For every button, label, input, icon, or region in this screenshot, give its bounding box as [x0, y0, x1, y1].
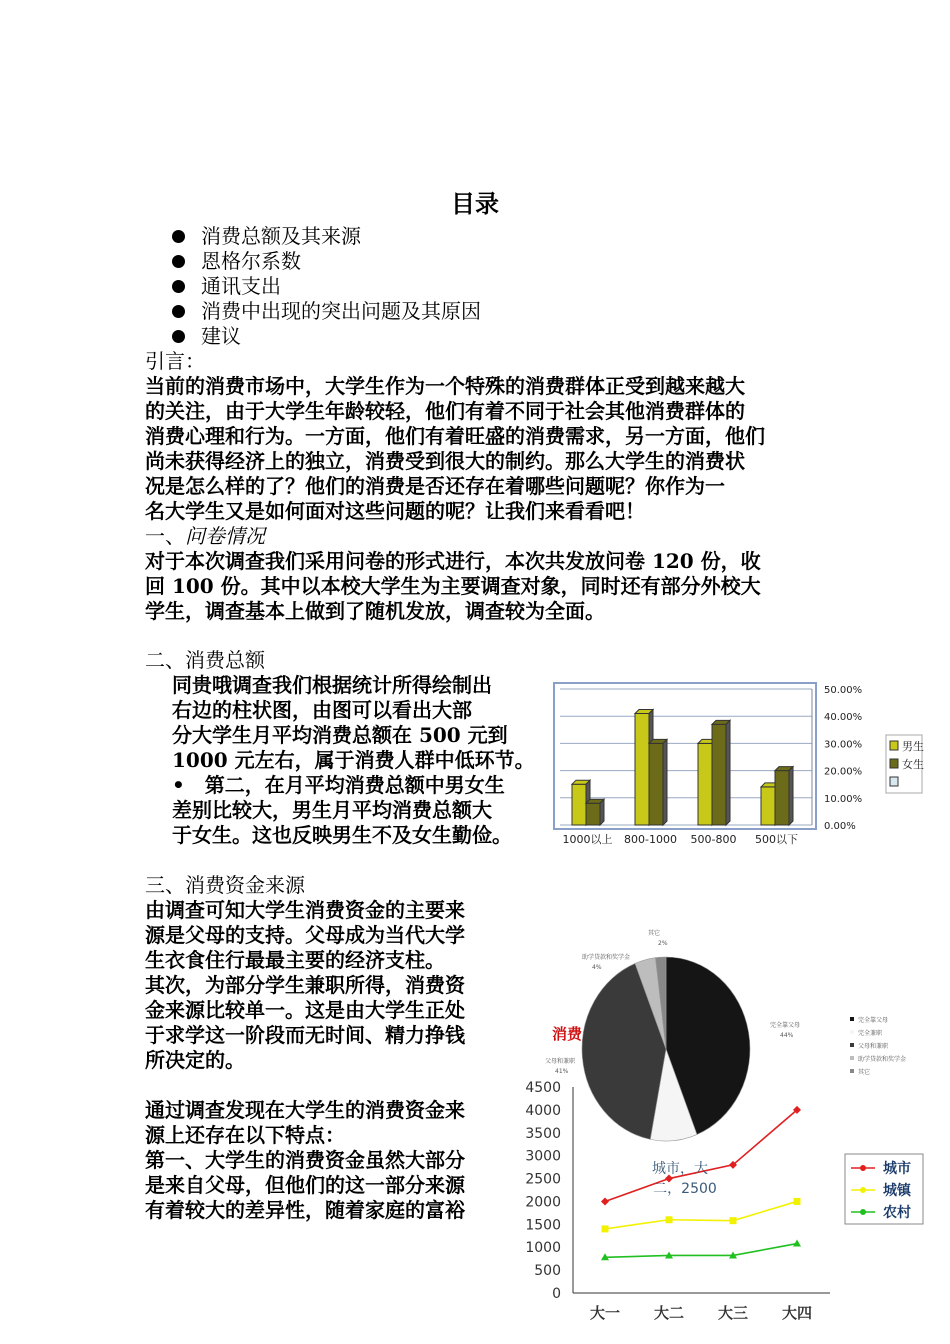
toc-item: 消费总额及其来源 [172, 224, 481, 249]
data-point [666, 1216, 673, 1223]
legend-label: 完全靠父母 [858, 1017, 889, 1024]
toc-item: 通讯支出 [172, 274, 481, 299]
data-point [793, 1240, 801, 1247]
y-tick-label: 40.00% [824, 712, 863, 724]
bar [775, 771, 789, 825]
bar [635, 713, 649, 825]
series-line [605, 1201, 797, 1228]
bar-side [726, 720, 730, 825]
bar [761, 787, 775, 825]
bar [698, 743, 712, 825]
x-tick-label: 大三 [717, 1304, 749, 1322]
intro-label: 引言： [145, 349, 205, 373]
legend-label: 完全兼职 [858, 1030, 883, 1037]
section-source-text: 由调查可知大学生消费资金的主要来 源是父母的支持。父母成为当代大学 生衣食住行最最主要的经济支柱。 其次，为部分学生兼职所得，消费资 金来源比较单一。这是由大学生正处 于求学这一阶段而无时间、精力挣钱 所决定的。 [145, 898, 465, 1072]
bullet-icon [172, 255, 185, 268]
legend-marker [860, 1165, 866, 1171]
x-tick-label: 500-800 [690, 833, 737, 846]
legend-swatch [890, 777, 898, 786]
legend-label: 其它 [858, 1069, 871, 1076]
bar-side [789, 767, 793, 825]
y-tick-label: 3500 [525, 1125, 561, 1142]
slice-label: 父母和兼职 [545, 1058, 576, 1065]
y-tick-label: 2500 [525, 1171, 561, 1188]
x-tick-label: 500以下 [755, 833, 798, 846]
bar [649, 743, 663, 825]
x-tick-label: 1000以上 [562, 833, 613, 846]
legend-label: 父母和兼职 [858, 1043, 889, 1050]
data-label: 城市，大 [652, 1161, 708, 1177]
x-tick-label: 大二 [653, 1304, 685, 1322]
slice-value: 44% [780, 1032, 794, 1039]
legend-swatch [850, 1017, 854, 1021]
section-heading: 三、消费资金来源 [145, 873, 305, 897]
table-of-contents [172, 224, 481, 349]
data-point [794, 1198, 801, 1205]
y-tick-label: 4000 [525, 1102, 561, 1119]
y-tick-label: 4500 [525, 1080, 561, 1096]
x-tick-label: 大四 [781, 1304, 813, 1322]
y-tick-label: 0 [552, 1286, 561, 1302]
legend-swatch [850, 1069, 854, 1073]
slice-value: 41% [555, 1068, 569, 1075]
data-point [601, 1197, 609, 1205]
toc-item: 恩格尔系数 [172, 249, 481, 274]
bar [586, 803, 600, 825]
y-tick-label: 30.00% [824, 739, 863, 751]
bullet-icon [172, 305, 185, 318]
data-point [730, 1217, 737, 1224]
slice-label: 助学贷款和奖学金 [582, 954, 631, 961]
y-tick-label: 1500 [525, 1217, 561, 1234]
toc-item: 建议 [172, 324, 481, 349]
bullet-icon [172, 330, 185, 343]
data-label: 二，2500 [653, 1181, 717, 1197]
legend-swatch [890, 759, 898, 768]
overlay-title: 消费 [552, 1025, 583, 1043]
bar-side [663, 739, 667, 825]
bar-chart [550, 675, 924, 860]
pie-chart [520, 925, 930, 1145]
slice-label: 其它 [648, 930, 661, 937]
section-questionnaire: 一、问卷情况 对于本次调查我们采用问卷的形式进行，本次共发放问卷 120 份，收 回 100 份。其中以本校大学生为主要调查对象，同时还有部分外校大 学生，调查基本上做到了随机发放，调查较为全面。 [145, 524, 810, 624]
y-tick-label: 500 [534, 1263, 561, 1280]
slice-value: 4% [592, 964, 602, 971]
series-line [605, 1244, 797, 1258]
data-point [602, 1225, 609, 1232]
legend-swatch [850, 1043, 854, 1047]
legend-swatch [850, 1030, 854, 1034]
section-source-features: 通过调查发现在大学生的消费资金来 源上还存在以下特点： 第一、大学生的消费资金虽然大部分 是来自父母，但他们的这一部分来源 有着较大的差异性，随着家庭的富裕 [145, 1098, 465, 1222]
legend-label: 女生 [902, 758, 924, 771]
section-total-text: 同贵哦调查我们根据统计所得绘制出 右边的柱状图，由图可以看出大部 分大学生月平均消费总额在 500 元到 1000 元左右，属于消费人群中低环节。 • 第二，在月平均消费总额中男女生 差别比较大，男生月平均消费总额大 于女生。这也反映男生不及女生勤俭。 [172, 673, 535, 847]
legend-label: 助学贷款和奖学金 [858, 1056, 907, 1063]
bar [712, 724, 726, 825]
y-tick-label: 3000 [525, 1148, 561, 1165]
legend-label: 农村 [883, 1205, 911, 1221]
bullet-icon [172, 280, 185, 293]
legend-swatch [890, 741, 898, 750]
legend-label: 城镇 [883, 1183, 911, 1199]
bullet-icon [172, 230, 185, 243]
section-heading: 二、消费总额 [145, 648, 265, 672]
legend-label: 城市 [883, 1161, 911, 1177]
legend-marker [860, 1209, 866, 1215]
bar-side [600, 799, 604, 825]
bar [572, 784, 586, 825]
toc-item: 消费中出现的突出问题及其原因 [172, 299, 481, 324]
x-tick-label: 大一 [589, 1304, 621, 1322]
y-tick-label: 20.00% [824, 766, 863, 778]
y-tick-label: 50.00% [824, 685, 863, 696]
legend-marker [860, 1187, 866, 1193]
y-tick-label: 1000 [525, 1240, 561, 1257]
y-tick-label: 2000 [525, 1194, 561, 1211]
legend-swatch [850, 1056, 854, 1060]
page-title: 目录 [451, 189, 499, 218]
slice-value: 2% [658, 940, 668, 947]
slice-label: 完全靠父母 [770, 1022, 801, 1029]
section-heading: 一、问卷情况 [145, 524, 265, 548]
intro-paragraph: 引言： 当前的消费市场中，大学生作为一个特殊的消费群体正受到越来越大 的关注，由于大学生年龄较轻，他们有着不同于社会其他消费群体的 消费心理和行为。一方面，他们有着旺盛的消费需求，另一方面，他们 尚未获得经济上的独立，消费受到很大的制约。那么大学生的消费状 况是怎么样的了？他们的消费是否还存在着哪些问题呢？你作为一 名大学生又是如何面对这些问题的呢？让我们来看看吧！ [145, 349, 810, 524]
legend-label: 男生 [902, 740, 924, 753]
x-tick-label: 800-1000 [624, 833, 677, 846]
y-tick-label: 0.00% [824, 821, 856, 832]
y-tick-label: 10.00% [824, 793, 863, 805]
